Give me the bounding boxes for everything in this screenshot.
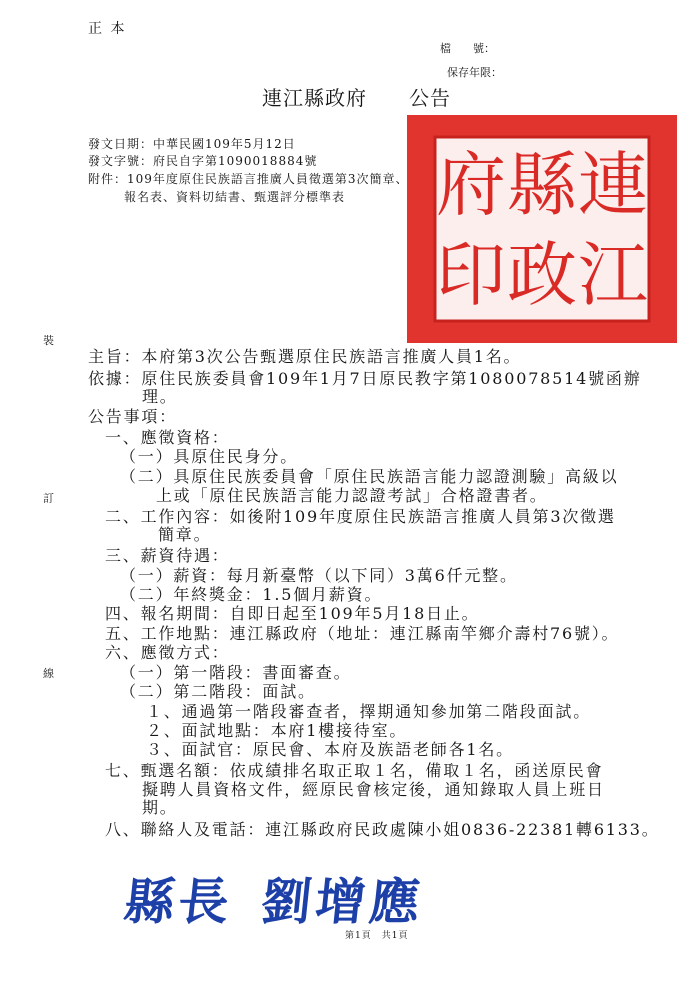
page-number: 第1頁 共1頁: [345, 931, 409, 941]
seal-char: 縣: [507, 144, 577, 226]
item-6-sub-2-point-1: １、通過第一階段審查者，擇期通知參加第二階段面試。: [146, 702, 592, 721]
seal-char: 政: [507, 234, 577, 316]
retention-period-label: 保存年限：: [447, 66, 502, 79]
basis-line: 依據：原住民族委員會109年1月7日原民教字第1080078514號函辦: [88, 369, 642, 388]
item-4-line: 四、報名期間：自即日起至109年5月18日止。: [105, 604, 480, 623]
item-6-sub-2: （二）第二階段：面試。: [120, 682, 316, 701]
official-seal: [407, 115, 677, 343]
item-6-heading: 六、應徵方式：: [105, 643, 230, 662]
attachment-line: 附件：109年度原住民族語言推廣人員徵選第3次簡章、: [88, 172, 409, 186]
item-1-heading: 一、應徵資格：: [105, 428, 230, 447]
item-6-sub-1: （一）第一階段：書面審查。: [120, 663, 352, 682]
item-7-heading: 七、甄選名額：依成績排名取正取１名，備取１名，函送原民會: [105, 761, 604, 780]
item-1-sub-2-continued: 上或「原住民族語言能力認證考試」合格證書者。: [156, 486, 548, 505]
item-2-heading: 二、工作內容：如後附109年度原住民族語言推廣人員第3次徵選: [105, 507, 616, 526]
document-title: 連江縣政府 公告: [262, 86, 451, 110]
item-1-sub-1: （一）具原住民身分。: [120, 447, 299, 466]
issue-date: 發文日期：中華民國109年5月12日: [88, 137, 296, 151]
announcement-items-heading: 公告事項：: [88, 407, 178, 426]
item-5-line: 五、工作地點：連江縣政府（地址：連江縣南竿鄉介壽村76號）。: [105, 624, 620, 643]
seal-char: 連: [578, 144, 648, 226]
seal-char: 府: [436, 144, 506, 226]
copy-label: 正 本: [88, 21, 127, 37]
document-number: 發文字號：府民自字第1090018884號: [88, 154, 318, 168]
item-1-sub-2: （二）具原住民族委員會「原住民族語言能力認證測驗」高級以: [120, 467, 619, 486]
binding-mark-xian: 線: [43, 667, 54, 680]
file-number-label: 檔 號：: [440, 42, 495, 55]
item-8-contact-line: 八、聯絡人及電話：連江縣政府民政處陳小姐0836-22381轉6133。: [105, 820, 660, 839]
signature-title: 縣長: [121, 872, 236, 931]
item-2-continued: 簡章。: [158, 525, 212, 544]
attachment-line: 報名表、資料切結書、甄選評分標準表: [124, 190, 346, 204]
item-3-sub-1: （一）薪資：每月新臺幣（以下同）3萬6仟元整。: [120, 566, 518, 585]
item-3-heading: 三、薪資待遇：: [105, 546, 230, 565]
seal-char: 江: [578, 234, 648, 316]
signature-name: 劉增應: [258, 872, 427, 931]
subject-line: 主旨：本府第3次公告甄選原住民族語言推廣人員1名。: [88, 347, 522, 366]
seal-char: 印: [436, 234, 506, 316]
item-6-sub-2-point-3: ３、面試官：原民會、本府及族語老師各1名。: [146, 740, 514, 759]
item-3-sub-2: （二）年終獎金：1.5個月薪資。: [120, 585, 383, 604]
binding-mark-zhuang: 裝: [43, 334, 54, 347]
binding-mark-ding: 訂: [43, 492, 54, 505]
item-6-sub-2-point-2: ２、面試地點：本府1樓接待室。: [146, 721, 408, 740]
item-7-continued: 期。: [142, 798, 178, 817]
item-7-continued: 擬聘人員資格文件，經原民會核定後，通知錄取人員上班日: [142, 780, 605, 799]
basis-line-continued: 理。: [142, 387, 178, 406]
